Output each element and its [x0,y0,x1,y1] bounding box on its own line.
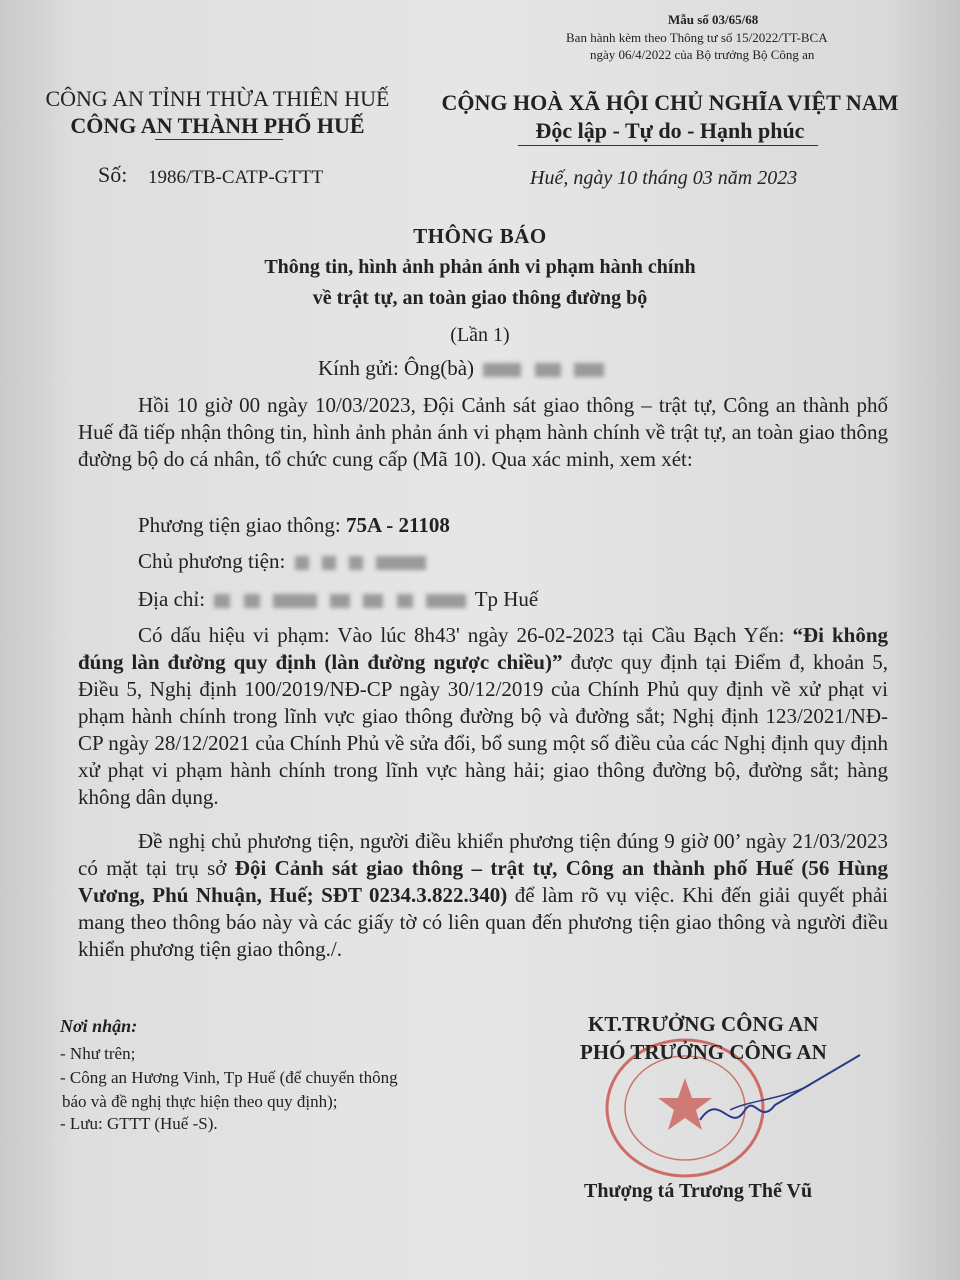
vehicle-line [138,512,450,539]
owner-line [138,548,430,575]
redacted-owner-1 [295,556,309,570]
agency-parent: CÔNG AN TỈNH THỪA THIÊN HUẾ [45,86,390,111]
document-subtitle-1: Thông tin, hình ảnh phản ánh vi phạm hành chính [264,256,696,278]
notice-count: (Lần 1) [450,324,510,346]
request-intro: Đề nghị chủ phương tiện, người điều khiển phương tiện đúng 9 giờ 00’ ngày 21/03/2023 có mặt tại trụ sở [78,829,888,880]
redacted-owner-4 [376,556,426,570]
nation-name: CỘNG HOÀ XÃ HỘI CHỦ NGHĨA VIỆT NAM [441,90,899,115]
recipient-label: Kính gửi: Ông(bà) [318,356,475,380]
nation-motto: Độc lập - Tự do - Hạnh phúc [535,118,805,143]
issued-with-line-2: ngày 06/4/2022 của Bộ trưởng Bộ Công an [590,47,815,62]
vehicle-plate: 75A - 21108 [345,513,450,537]
recipient-line [318,356,608,381]
agency-underline [155,139,283,140]
redacted-address-4 [330,594,350,608]
form-code: Mẫu số 03/65/68 [668,12,759,27]
recipient-item: - Lưu: GTTT (Huế -S). [60,1114,218,1133]
address-city: Tp Huế [474,587,539,611]
redacted-name-1 [483,363,521,377]
recipient-item: - Như trên; [60,1044,136,1063]
body-paragraph-2 [78,622,888,811]
address-line [138,586,538,613]
address-label: Địa chỉ: [138,587,206,611]
document-number: 1986/TB-CATP-GTTT [148,167,324,188]
redacted-name-2 [535,363,561,377]
office-address: Đội Cảnh sát giao thông – trật tự, Công an thành phố Huế (56 Hùng Vương, Phú Nhuận, Huế; SĐT 0234.3.822.340) [78,856,888,907]
recipient-item: - Công an Hương Vinh, Tp Huế (để chuyển thông [60,1068,398,1087]
violation-description: “Đi không đúng làn đường quy định (làn đường ngược chiều)” [78,623,889,674]
redacted-name-3 [574,363,604,377]
redacted-address-6 [397,594,413,608]
owner-label: Chủ phương tiện: [138,549,286,573]
redacted-address-1 [214,594,230,608]
agency-name: CÔNG AN THÀNH PHỐ HUẾ [70,113,365,138]
redacted-owner-2 [322,556,336,570]
violation-legal-basis: được quy định tại Điểm đ, khoản 5, Điều 5, Nghị định 100/2019/NĐ-CP ngày 30/12/2019 của Chính Phủ quy định về xử phạt vi phạm hành chính trong lĩnh vực giao thông đường bộ và đường sắt; Nghị định 123/2021/NĐ-CP ngày 28/12/2021 của Chính Phủ về sửa đổi, bổ sung một số điều của các Nghị định quy định xử phạt vi phạm hành chính trong lĩnh vực hàng hải; giao thông đường bộ, đường sắt; hàng không dân dụng. [78,650,888,809]
recipient-item: báo và đề nghị thực hiện theo quy định); [62,1092,338,1111]
redacted-owner-3 [349,556,363,570]
document-number-label: Số: [98,162,128,187]
redacted-address-3 [273,594,317,608]
redacted-address-2 [244,594,260,608]
signature-title-2: PHÓ TRƯỞNG CÔNG AN [580,1040,827,1064]
motto-underline [518,145,818,146]
signer-name: Thượng tá Trương Thế Vũ [584,1180,813,1202]
document-date: Huế, ngày 10 tháng 03 năm 2023 [530,167,798,189]
body-paragraph-3 [78,828,888,963]
issued-with-line-1: Ban hành kèm theo Thông tư số 15/2022/TT-BCA [566,30,828,45]
document-subtitle-2: về trật tự, an toàn giao thông đường bộ [312,287,648,309]
vehicle-label: Phương tiện giao thông: [138,513,341,537]
recipients-title: Nơi nhận: [60,1016,138,1036]
body-paragraph-1: Hồi 10 giờ 00 ngày 10/03/2023, Đội Cảnh sát giao thông – trật tự, Công an thành phố Huế đã tiếp nhận thông tin, hình ảnh phản ánh vi phạm hành chính về trật tự, an toàn giao thông đường bộ do cá nhân, tổ chức cung cấp (Mã 10). Qua xác minh, xem xét: [78,393,888,471]
document-title: THÔNG BÁO [413,224,547,248]
redacted-address-5 [363,594,383,608]
violation-intro: Có dấu hiệu vi phạm: Vào lúc 8h43' ngày 26-02-2023 tại Cầu Bạch Yến: [138,623,785,647]
signature-title-1: KT.TRƯỞNG CÔNG AN [588,1012,819,1036]
request-details: để làm rõ vụ việc. Khi đến giải quyết phải mang theo thông báo này và các giấy tờ có liên quan đến phương tiện giao thông và người điều khiển phương tiện giao thông./. [78,883,889,961]
redacted-address-7 [426,594,466,608]
